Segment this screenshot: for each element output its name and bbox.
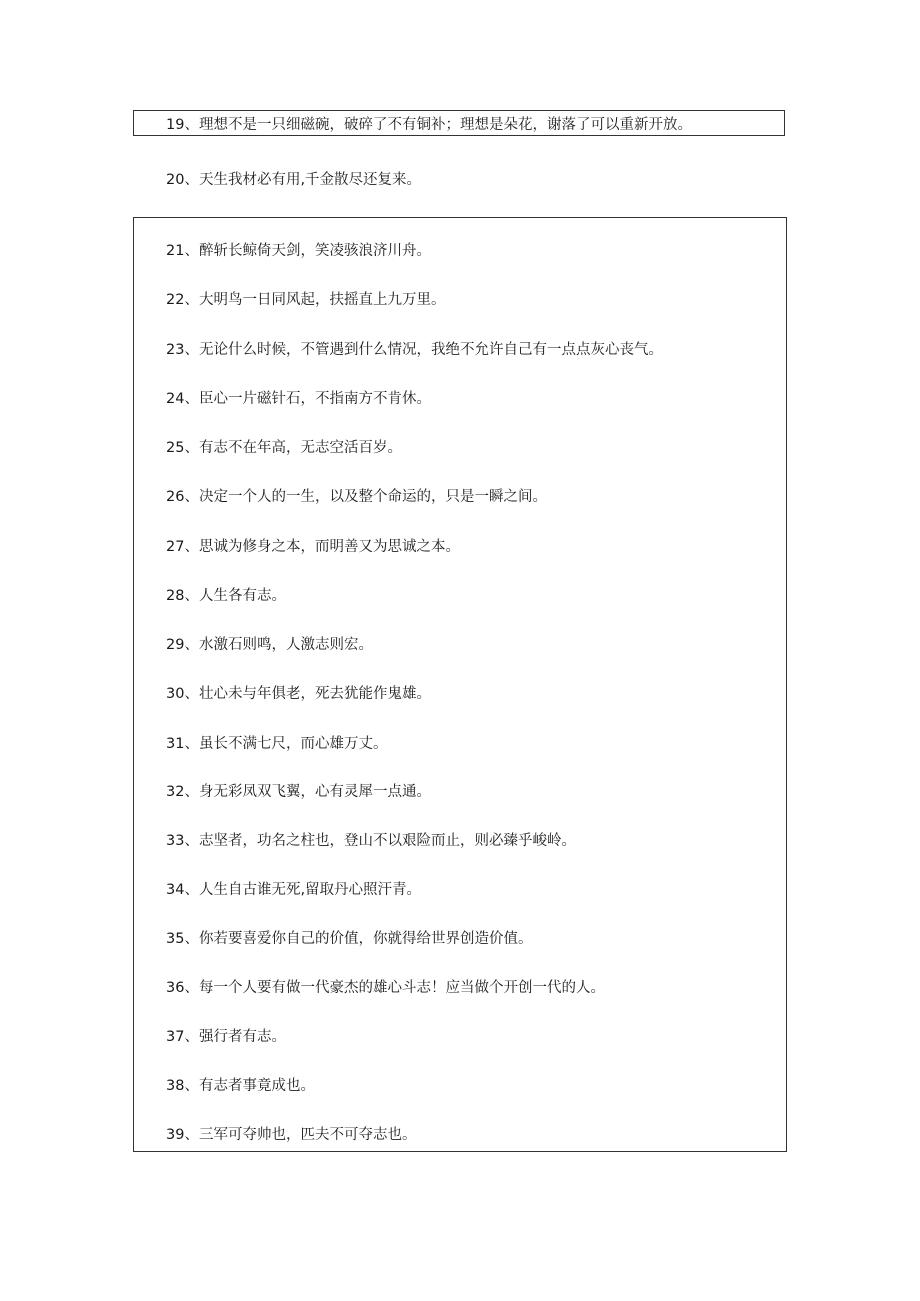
quote-item-38: 38、有志者事竟成也。 <box>166 1078 315 1094</box>
quote-item-37: 37、强行者有志。 <box>166 1029 286 1045</box>
quote-item-28: 28、人生各有志。 <box>166 588 286 604</box>
quote-item-25: 25、有志不在年高，无志空活百岁。 <box>166 440 402 456</box>
quote-item-23: 23、无论什么时候，不管遇到什么情况，我绝不允许自己有一点点灰心丧气。 <box>166 342 663 358</box>
quote-item-27: 27、思诚为修身之本，而明善又为思诚之本。 <box>166 539 460 555</box>
quote-item-39: 39、三军可夺帅也，匹夫不可夺志也。 <box>166 1127 417 1143</box>
quote-item-34: 34、人生自古谁无死,留取丹心照汗青。 <box>166 882 422 898</box>
quote-item-19: 19、理想不是一只细磁碗，破碎了不有铜补；理想是朵花，谢落了可以重新开放。 <box>166 117 692 133</box>
quote-item-26: 26、决定一个人的一生，以及整个命运的，只是一瞬之间。 <box>166 489 547 505</box>
quote-item-21: 21、醉斩长鲸倚天剑，笑凌骇浪济川舟。 <box>166 243 431 259</box>
quote-item-20: 20、天生我材必有用,千金散尽还复来。 <box>166 172 422 188</box>
quote-item-36: 36、每一个人要有做一代豪杰的雄心斗志！应当做个开创一代的人。 <box>166 980 605 996</box>
quote-item-24: 24、臣心一片磁针石，不指南方不肯休。 <box>166 391 431 407</box>
quote-item-31: 31、虽长不满七尺，而心雄万丈。 <box>166 736 388 752</box>
quote-item-22: 22、大明鸟一日同风起，扶摇直上九万里。 <box>166 292 446 308</box>
quote-item-33: 33、志坚者，功名之柱也，登山不以艰险而止，则必臻乎峻岭。 <box>166 833 576 849</box>
quote-item-29: 29、水激石则鸣，人激志则宏。 <box>166 637 373 653</box>
quote-item-32: 32、身无彩凤双飞翼，心有灵犀一点通。 <box>166 784 431 800</box>
quote-item-30: 30、壮心未与年俱老，死去犹能作鬼雄。 <box>166 686 431 702</box>
quote-item-35: 35、你若要喜爱你自己的价值，你就得给世界创造价值。 <box>166 931 533 947</box>
